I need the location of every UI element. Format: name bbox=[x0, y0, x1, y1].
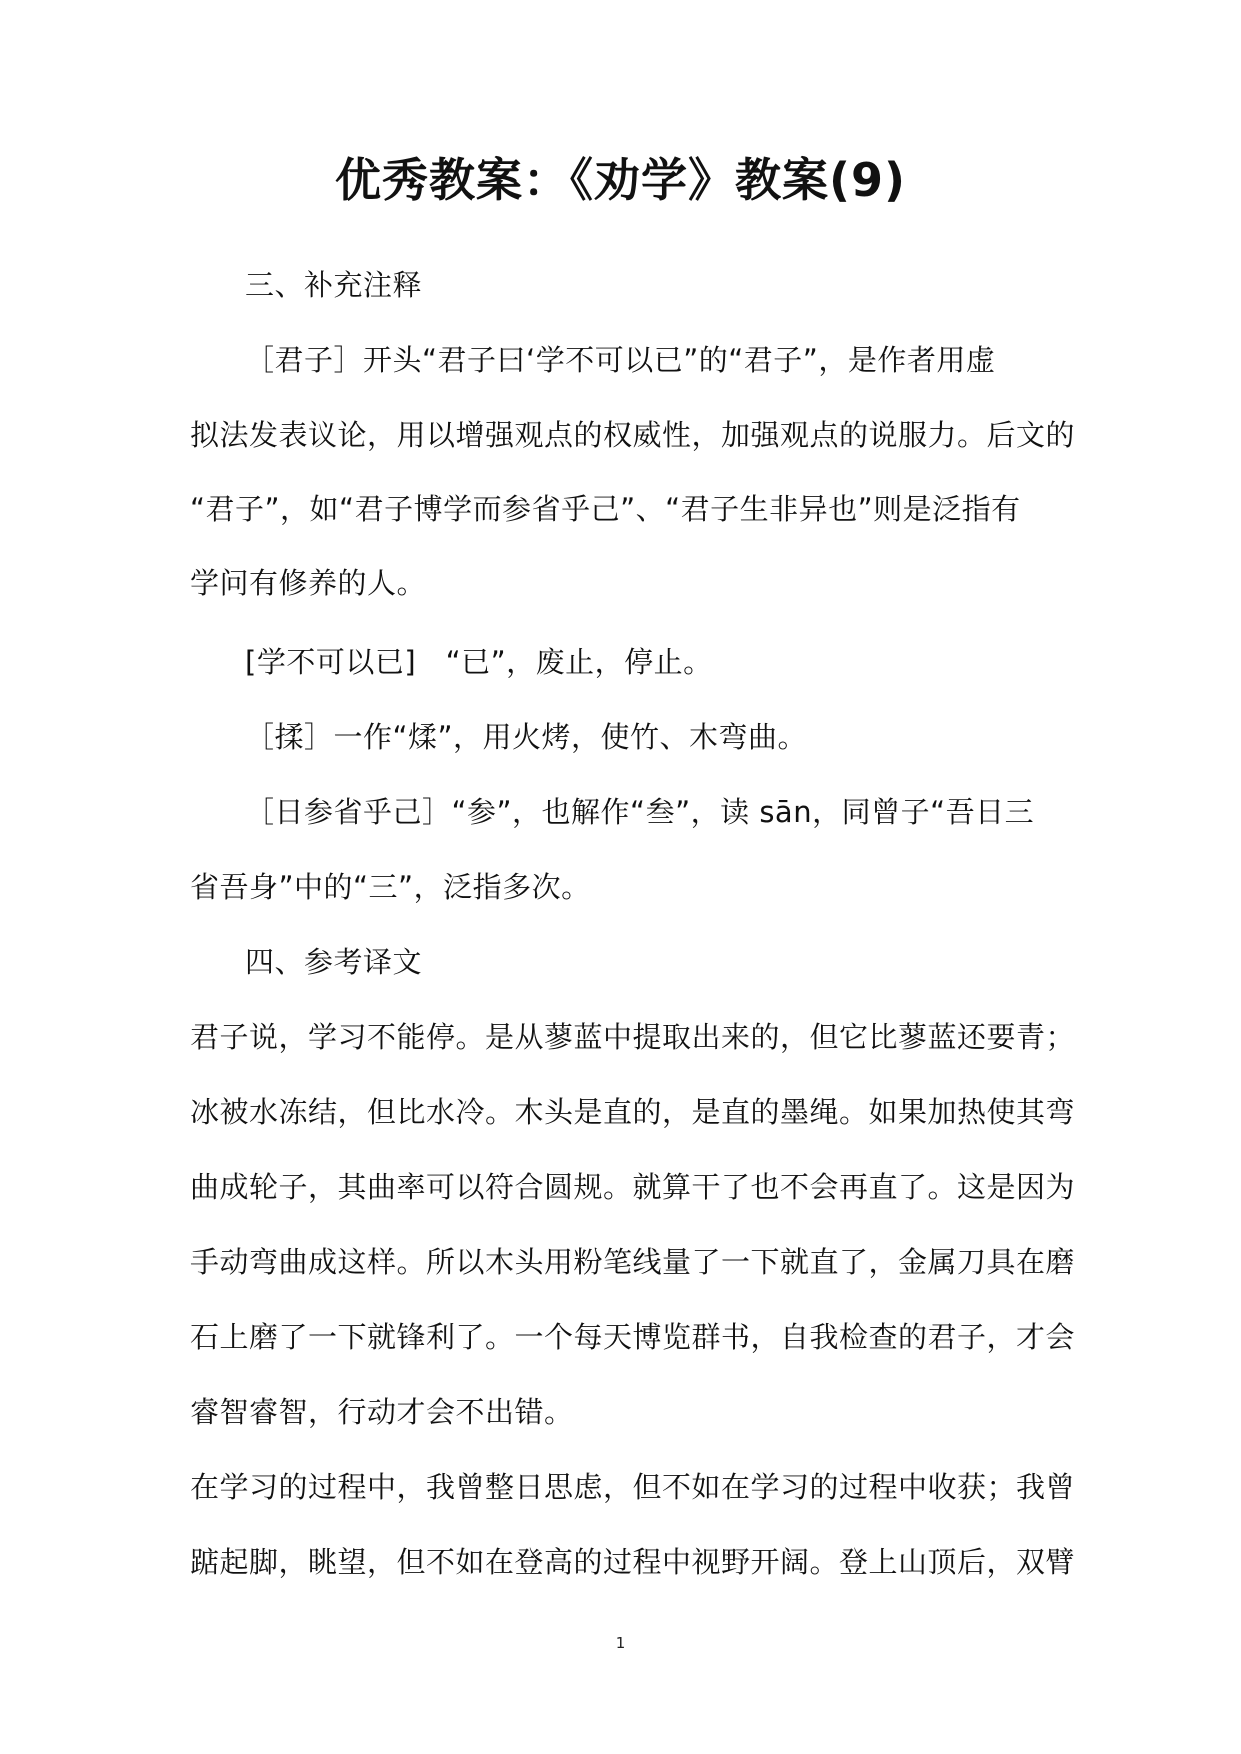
paragraph-line: “君子”，如“君子博学而参省乎己”、“君子生非异也”则是泛指有 bbox=[190, 492, 1021, 526]
paragraph-line: 睿智睿智，行动才会不出错。 bbox=[190, 1395, 574, 1429]
page-number: 1 bbox=[615, 1634, 626, 1652]
paragraph-line: 君子说，学习不能停。是从蓼蓝中提取出来的，但它比蓼蓝还要青； bbox=[190, 1020, 1076, 1054]
paragraph-line: [学不可以已] “已”，废止，停止。 bbox=[245, 645, 713, 679]
paragraph-line: 学问有修养的人。 bbox=[190, 566, 427, 600]
paragraph-line: 在学习的过程中，我曾整日思虑，但不如在学习的过程中收获；我曾 bbox=[190, 1470, 1076, 1504]
paragraph-line: 冰被水冻结，但比水冷。木头是直的，是直的墨绳。如果加热使其弯 bbox=[190, 1095, 1076, 1129]
page-title: 优秀教案：《劝学》教案(9) bbox=[334, 153, 907, 207]
paragraph-line: ［君子］开头“君子曰‘学不可以已”的“君子”，是作者用虚 bbox=[245, 343, 996, 377]
section-heading-reference-translation: 四、参考译文 bbox=[245, 945, 423, 979]
paragraph-line: 手动弯曲成这样。所以木头用粉笔线量了一下就直了，金属刀具在磨 bbox=[190, 1245, 1076, 1279]
paragraph-line: 省吾身”中的“三”，泛指多次。 bbox=[190, 870, 591, 904]
paragraph-line: 踮起脚，眺望，但不如在登高的过程中视野开阔。登上山顶后，双臂 bbox=[190, 1545, 1076, 1579]
paragraph-line: 石上磨了一下就锋利了。一个每天博览群书，自我检查的君子，才会 bbox=[190, 1320, 1076, 1354]
paragraph-line: ［揉］一作“煣”，用火烤，使竹、木弯曲。 bbox=[245, 720, 808, 754]
section-heading-supplementary-notes: 三、补充注释 bbox=[245, 268, 423, 302]
paragraph-line: 拟法发表议论，用以增强观点的权威性，加强观点的说服力。后文的 bbox=[190, 418, 1076, 452]
paragraph-line: ［日参省乎己］“参”，也解作“叁”，读 sān，同曾子“吾日三 bbox=[245, 795, 1035, 829]
paragraph-line: 曲成轮子，其曲率可以符合圆规。就算干了也不会再直了。这是因为 bbox=[190, 1170, 1076, 1204]
